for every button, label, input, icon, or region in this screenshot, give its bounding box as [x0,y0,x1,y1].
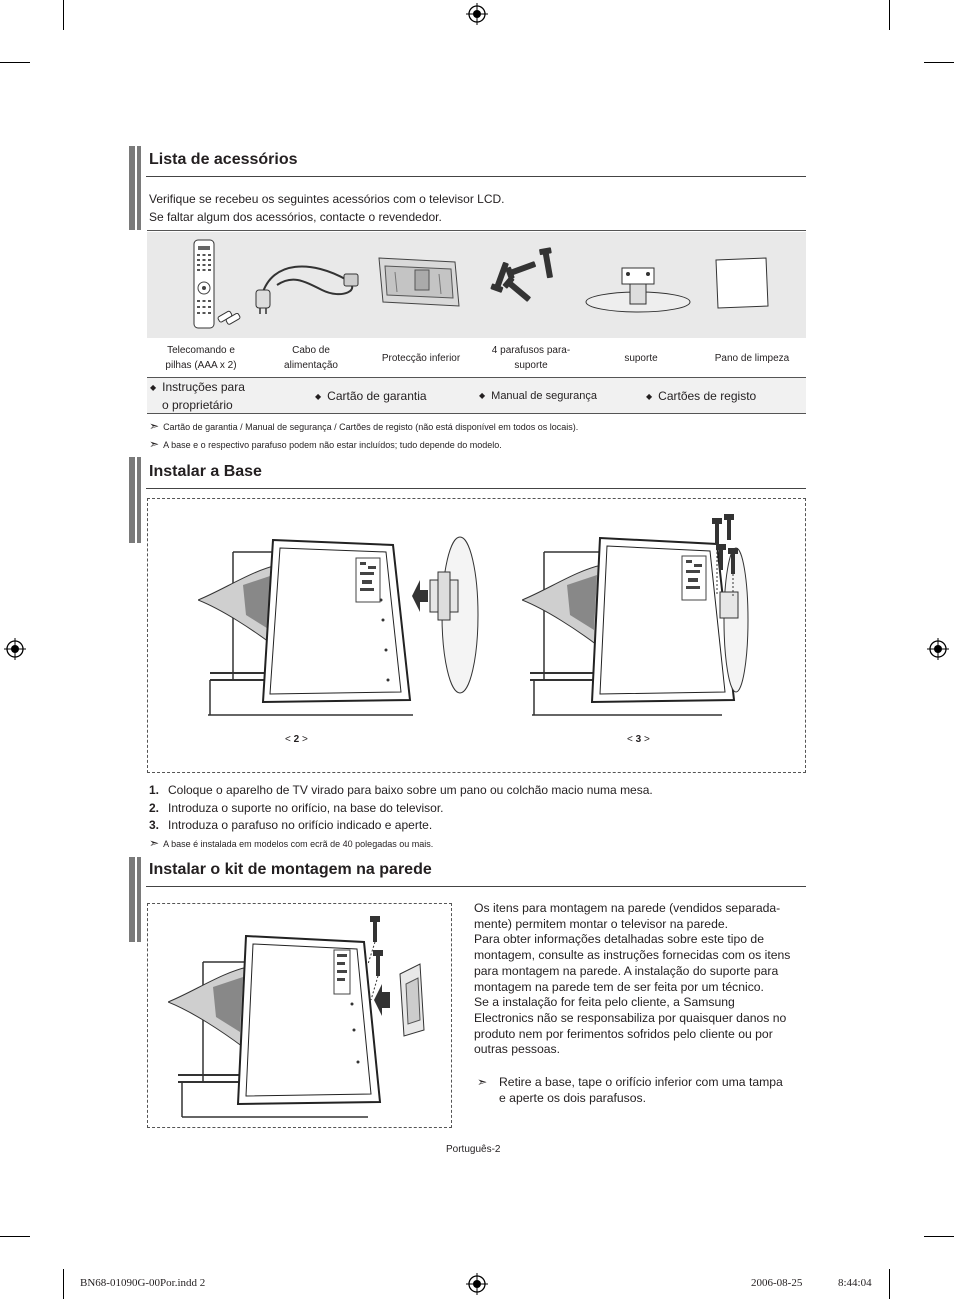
bottom-cover-icon [375,252,463,312]
crop-mark [924,1236,954,1237]
crop-mark [0,62,30,63]
power-cable-icon [252,250,364,320]
footer-date: 2006-08-25 [751,1277,803,1289]
screws-icon [484,246,562,310]
section-bar [129,146,141,230]
accessory-label-cloth: Pano de limpeza [714,353,790,364]
accessories-note-2: ➣ A base e o respectivo parafuso podem não estar incluídos; tudo depende do modelo. [149,437,502,451]
wall-mount-description: Os itens para montagem na parede (vendidos separada- mente) permitem montar o televisor na parede. Para obter informações detalhadas sobre este tipo de montagem, consulte as instruções fornecidas com os itens para montagem na parede. A instalação do suporte para montagem na parede tem de ser feita por um técnico. Se a instalação for feita pelo cliente, a Samsung Electronics não se responsabiliza por quaisquer danos no produto nem por ferimentos sofridos pelo cliente ou por outras pessoas. [474,901,791,1057]
crop-mark [889,1269,890,1299]
figure-caption-2: < 2 > [285,734,308,745]
base-step-1: 1. Coloque o aparelho de TV virado para baixo sobre um pano ou colchão macio numa mesa. [149,783,653,797]
figure-caption-3: < 3 > [627,734,650,745]
crop-mark [889,0,890,30]
accessory-label-remote: Telecomando e pilhas (AAA x 2) [165,345,237,371]
base-step-3: 3. Introduza o parafuso no orifício indicado e aperte. [149,818,433,832]
section-rule [146,176,806,177]
note-arrow-icon: ➣ [149,437,160,451]
accessory-label-cable: Cabo de alimentação [284,345,338,371]
accessories-note-1: ➣ Cartão de garantia / Manual de segurança / Cartões de registo (não está disponível em todos os locais). [149,419,579,433]
section-rule [146,488,806,489]
accessories-intro-line1: Verifique se recebeu os seguintes acessórios com o televisor LCD. [149,192,505,206]
section-rule [146,886,806,887]
wall-note: ➣ Retire a base, tape o orifício inferior com uma tampa e aperte os dois parafusos. [477,1075,783,1105]
doc-owner-instructions: ◆ Instruções para o proprietário [150,380,245,412]
section-title-base: Instalar a Base [149,463,262,480]
footer-time: 8:44:04 [838,1277,872,1289]
wall-mount-illustration [168,912,448,1122]
accessories-image-band [147,232,806,338]
section-title-accessories: Lista de acessórios [149,151,298,168]
crop-mark [924,62,954,63]
remote-control-icon [188,238,243,330]
registration-mark-icon [927,638,949,660]
registration-mark-icon [466,1273,488,1295]
doc-registration-cards: ◆ Cartões de registo [646,389,757,403]
cleaning-cloth-icon [712,256,772,312]
crop-mark [63,0,64,30]
table-rule [147,230,806,231]
doc-safety-manual: ◆ Manual de segurança [479,390,597,402]
tv-stand-insert-illustration [198,530,498,720]
accessory-label-stand: suporte [624,353,658,364]
accessory-label-cover: Protecção inferior [381,353,461,364]
base-step-2: 2. Introduza o suporte no orifício, na base do televisor. [149,801,444,815]
note-arrow-icon: ➣ [149,419,160,433]
registration-mark-icon [466,3,488,25]
section-bar [129,457,141,543]
doc-warranty-card: ◆ Cartão de garantia [315,389,427,403]
base-note: ➣ A base é instalada em modelos com ecrã de 40 polegadas ou mais. [149,836,434,850]
crop-mark [0,1236,30,1237]
section-title-wall-mount: Instalar o kit de montagem na parede [149,861,432,878]
section-bar [129,857,141,942]
page-number: Português-2 [446,1144,501,1155]
accessories-intro-line2: Se faltar algum dos acessórios, contacte o revendedor. [149,210,442,224]
note-arrow-icon: ➣ [149,836,160,850]
crop-mark [63,1269,64,1299]
note-arrow-icon: ➣ [477,1075,488,1089]
stand-icon [584,262,694,316]
accessory-label-screws: 4 parafusos para- suporte [491,345,571,371]
registration-mark-icon [4,638,26,660]
tv-screw-tighten-illustration [522,512,802,720]
footer-filename: BN68-01090G-00Por.indd 2 [80,1277,206,1289]
